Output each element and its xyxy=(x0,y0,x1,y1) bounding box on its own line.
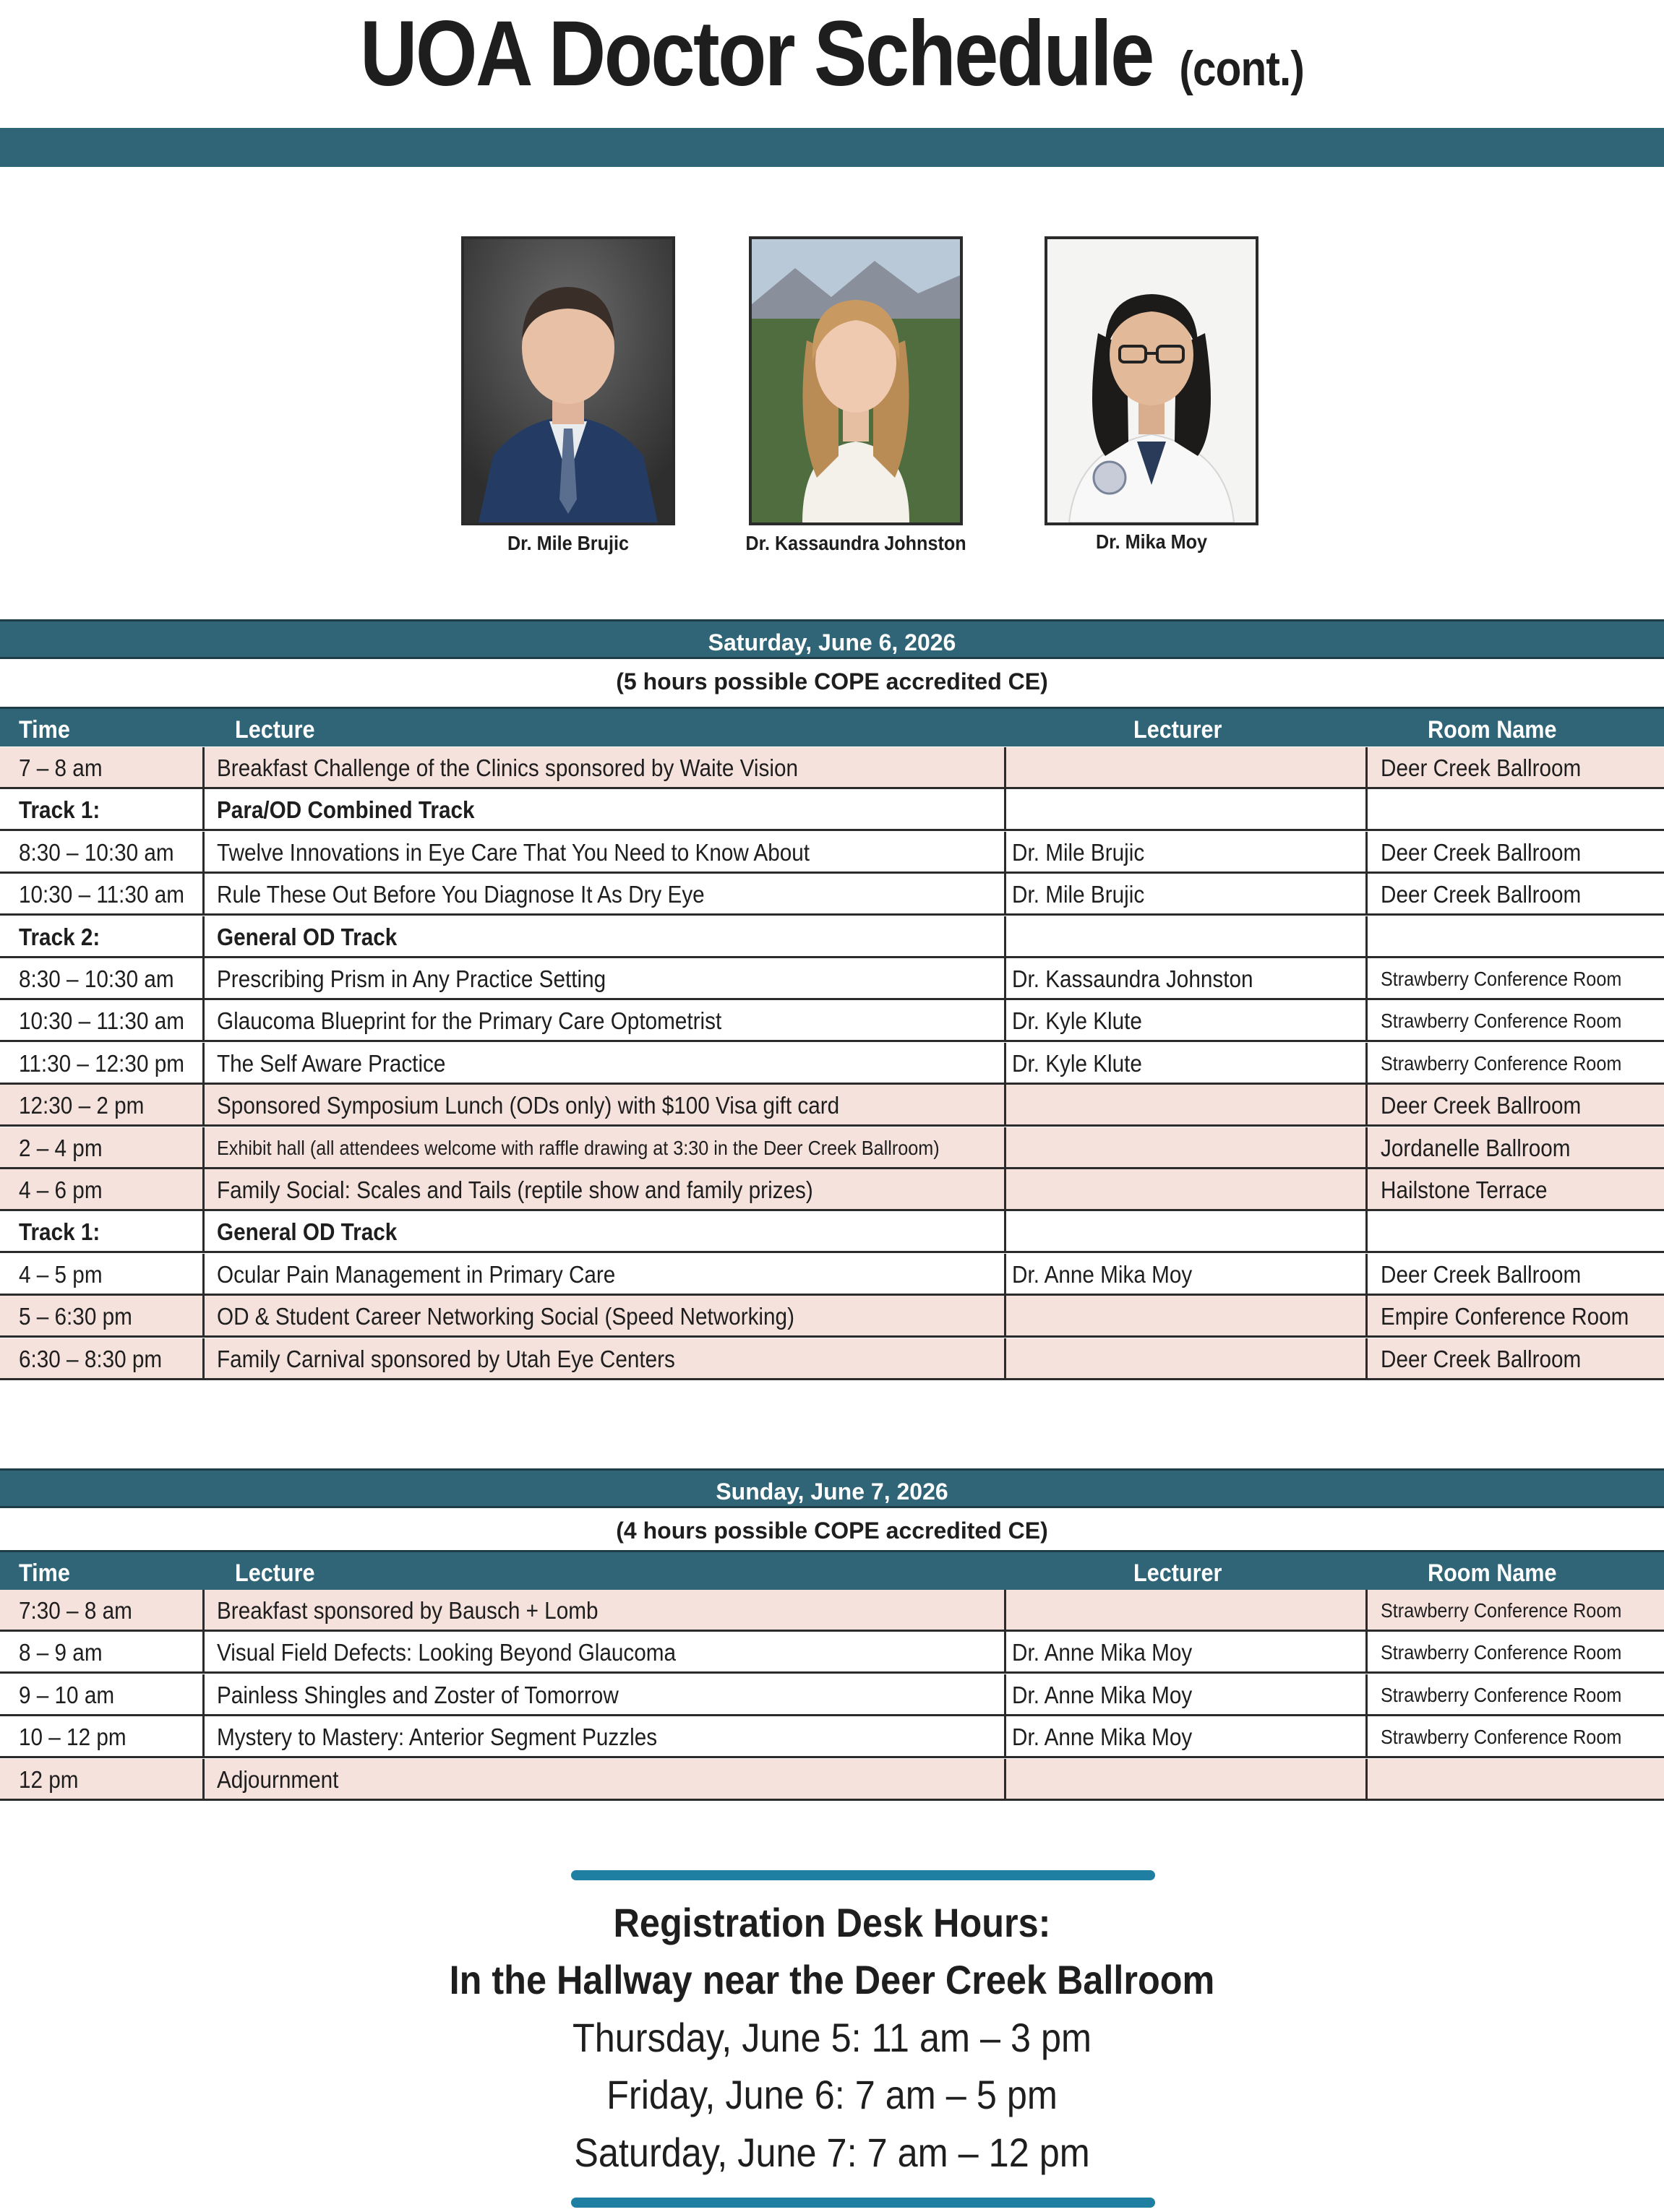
column-divider xyxy=(1004,874,1006,916)
column-divider xyxy=(1365,1043,1368,1085)
column-divider xyxy=(1004,1338,1006,1380)
cell-room: Strawberry Conference Room xyxy=(1381,968,1622,990)
cell-lecturer: Dr. Kyle Klute xyxy=(1012,1049,1142,1077)
column-divider xyxy=(1365,874,1368,916)
column-divider xyxy=(202,1169,205,1211)
table-row xyxy=(0,874,1664,916)
column-divider xyxy=(202,1043,205,1085)
col-time: Time xyxy=(19,716,70,744)
column-divider xyxy=(202,958,205,1000)
table-row xyxy=(0,958,1664,1000)
column-divider xyxy=(1004,958,1006,1000)
column-divider xyxy=(202,1296,205,1338)
column-divider xyxy=(202,1674,205,1716)
cell-time: 12:30 – 2 pm xyxy=(19,1092,145,1119)
table-row xyxy=(0,1590,1664,1632)
cell-room: Strawberry Conference Room xyxy=(1381,1010,1622,1033)
column-divider xyxy=(1004,1632,1006,1674)
table-row xyxy=(0,1759,1664,1801)
cell-room: Deer Creek Ballroom xyxy=(1381,881,1582,908)
column-divider xyxy=(202,1338,205,1380)
column-divider xyxy=(202,789,205,831)
cell-lecture: Rule These Out Before You Diagnose It As Dry Eye xyxy=(217,881,705,908)
cell-room: Strawberry Conference Room xyxy=(1381,1051,1622,1075)
cell-time: 10 – 12 pm xyxy=(19,1723,126,1751)
column-divider xyxy=(1365,958,1368,1000)
saturday-column-header xyxy=(0,707,1664,746)
cell-room: Deer Creek Ballroom xyxy=(1381,1092,1582,1119)
cell-room: Deer Creek Ballroom xyxy=(1381,1260,1582,1288)
header-band xyxy=(0,128,1664,167)
cell-room: Deer Creek Ballroom xyxy=(1381,754,1582,781)
column-divider xyxy=(202,916,205,958)
column-divider xyxy=(1365,1759,1368,1801)
cell-time: 7:30 – 8 am xyxy=(19,1597,132,1624)
cell-lecture: The Self Aware Practice xyxy=(217,1049,446,1077)
column-divider xyxy=(1365,1127,1368,1169)
col-lecture: Lecture xyxy=(235,1559,315,1587)
column-divider xyxy=(202,1211,205,1253)
registration-bottom-rule xyxy=(571,2198,1155,2208)
cell-lecture: Exhibit hall (all attendees welcome with raffle drawing at 3:30 in the Deer Creek Ballroom) xyxy=(217,1136,940,1159)
column-divider xyxy=(1365,1590,1368,1632)
portrait-woman-outdoor-icon xyxy=(749,236,963,525)
table-row xyxy=(0,1127,1664,1169)
cell-lecture: Prescribing Prism in Any Practice Setting xyxy=(217,965,606,992)
table-row xyxy=(0,1085,1664,1127)
cell-lecture: Ocular Pain Management in Primary Care xyxy=(217,1260,616,1288)
cell-lecture: Mystery to Mastery: Anterior Segment Puzzles xyxy=(217,1723,658,1751)
col-room: Room Name xyxy=(1428,716,1557,744)
cell-lecture: Family Social: Scales and Tails (reptile show and family prizes) xyxy=(217,1176,813,1203)
table-row xyxy=(0,1254,1664,1296)
cell-time: 2 – 4 pm xyxy=(19,1134,103,1161)
registration-top-rule xyxy=(571,1870,1155,1880)
cell-lecture: Visual Field Defects: Looking Beyond Glaucoma xyxy=(217,1639,677,1666)
cell-room: Strawberry Conference Room xyxy=(1381,1683,1622,1706)
column-divider xyxy=(1365,1716,1368,1758)
doctor-caption-moy: Dr. Mika Moy xyxy=(1095,530,1208,553)
column-divider xyxy=(1004,1296,1006,1338)
page-title xyxy=(116,0,1548,123)
column-divider xyxy=(202,1590,205,1632)
cell-lecturer: Dr. Anne Mika Moy xyxy=(1012,1723,1193,1751)
cell-time: 5 – 6:30 pm xyxy=(19,1303,132,1330)
column-divider xyxy=(1004,1254,1006,1296)
cell-time: 12 pm xyxy=(19,1765,79,1793)
column-divider xyxy=(1365,1338,1368,1380)
column-divider xyxy=(1365,747,1368,789)
column-divider xyxy=(202,1254,205,1296)
cell-time: Track 1: xyxy=(19,796,100,824)
cell-room: Strawberry Conference Room xyxy=(1381,1726,1622,1749)
cell-lecture: Glaucoma Blueprint for the Primary Care Optometrist xyxy=(217,1007,722,1035)
cell-lecture: Painless Shingles and Zoster of Tomorrow xyxy=(217,1681,619,1708)
column-divider xyxy=(1365,916,1368,958)
doctor-caption-johnston: Dr. Kassaundra Johnston xyxy=(745,532,966,554)
col-room: Room Name xyxy=(1428,1559,1557,1587)
col-lecturer: Lecturer xyxy=(1133,1559,1222,1587)
cell-room: Deer Creek Ballroom xyxy=(1381,1345,1582,1372)
cell-time: 8:30 – 10:30 am xyxy=(19,965,174,992)
cell-time: 8:30 – 10:30 am xyxy=(19,838,174,866)
cell-time: 10:30 – 11:30 am xyxy=(19,1007,184,1035)
table-row xyxy=(0,747,1664,789)
cell-lecturer: Dr. Mile Brujic xyxy=(1012,881,1145,908)
table-row xyxy=(0,789,1664,831)
table-row xyxy=(0,1716,1664,1758)
cell-lecture: Family Carnival sponsored by Utah Eye Centers xyxy=(217,1345,675,1372)
column-divider xyxy=(1365,1632,1368,1674)
registration-hours-friday: Friday, June 6: 7 am – 5 pm xyxy=(606,2072,1058,2117)
cell-lecturer: Dr. Anne Mika Moy xyxy=(1012,1639,1193,1666)
registration-location: In the Hallway near the Deer Creek Ballroom xyxy=(449,1957,1215,2002)
column-divider xyxy=(1004,916,1006,958)
cell-time: 6:30 – 8:30 pm xyxy=(19,1345,163,1372)
column-divider xyxy=(1365,789,1368,831)
cell-lecture: General OD Track xyxy=(217,923,398,950)
column-divider xyxy=(1365,1296,1368,1338)
col-lecture: Lecture xyxy=(235,716,315,744)
cell-lecture: Sponsored Symposium Lunch (ODs only) with $100 Visa gift card xyxy=(217,1092,840,1119)
cell-room: Jordanelle Ballroom xyxy=(1381,1134,1571,1161)
sunday-column-header xyxy=(0,1550,1664,1590)
cell-lecturer: Dr. Kyle Klute xyxy=(1012,1007,1142,1035)
cell-time: 9 – 10 am xyxy=(19,1681,115,1708)
column-divider xyxy=(1004,832,1006,874)
cell-room: Hailstone Terrace xyxy=(1381,1176,1548,1203)
column-divider xyxy=(1365,1000,1368,1042)
cell-lecture: Adjournment xyxy=(217,1765,339,1793)
column-divider xyxy=(202,1127,205,1169)
table-row xyxy=(0,1043,1664,1085)
cell-lecturer: Dr. Anne Mika Moy xyxy=(1012,1260,1193,1288)
cell-lecturer: Dr. Mile Brujic xyxy=(1012,838,1145,866)
column-divider xyxy=(1004,1590,1006,1632)
portrait-man-suit-icon xyxy=(461,236,675,525)
portrait-woman-labcoat-icon xyxy=(1045,236,1258,525)
cell-time: 7 – 8 am xyxy=(19,754,103,781)
table-row xyxy=(0,1211,1664,1253)
cell-lecturer: Dr. Anne Mika Moy xyxy=(1012,1681,1193,1708)
column-divider xyxy=(202,1759,205,1801)
doctor-caption-brujic: Dr. Mile Brujic xyxy=(507,532,630,554)
table-row xyxy=(0,1632,1664,1674)
column-divider xyxy=(1004,1127,1006,1169)
cell-lecture: OD & Student Career Networking Social (Speed Networking) xyxy=(217,1303,794,1330)
table-row xyxy=(0,1674,1664,1716)
cell-time: 4 – 5 pm xyxy=(19,1260,103,1288)
column-divider xyxy=(202,1716,205,1758)
cell-room: Strawberry Conference Room xyxy=(1381,1641,1622,1664)
column-divider xyxy=(202,1000,205,1042)
cell-time: 10:30 – 11:30 am xyxy=(19,881,184,908)
column-divider xyxy=(1004,1759,1006,1801)
title-suffix: (cont.) xyxy=(1179,41,1304,96)
sunday-ce-note: (4 hours possible COPE accredited CE) xyxy=(616,1518,1048,1544)
saturday-ce-note: (5 hours possible COPE accredited CE) xyxy=(616,668,1048,694)
column-divider xyxy=(202,874,205,916)
column-divider xyxy=(1004,1716,1006,1758)
cell-lecture: Breakfast sponsored by Bausch + Lomb xyxy=(217,1597,599,1624)
sunday-date-band: Sunday, June 7, 2026 xyxy=(0,1468,1664,1508)
column-divider xyxy=(1004,1043,1006,1085)
table-row xyxy=(0,1169,1664,1211)
cell-lecturer: Dr. Kassaundra Johnston xyxy=(1012,965,1253,992)
table-row xyxy=(0,916,1664,958)
column-divider xyxy=(202,1632,205,1674)
cell-lecture: General OD Track xyxy=(217,1218,398,1246)
column-divider xyxy=(1365,832,1368,874)
column-divider xyxy=(1004,1211,1006,1253)
column-divider xyxy=(1365,1674,1368,1716)
column-divider xyxy=(1365,1085,1368,1127)
registration-hours-saturday: Saturday, June 7: 7 am – 12 pm xyxy=(574,2130,1090,2175)
registration-heading: Registration Desk Hours: xyxy=(613,1900,1051,1945)
column-divider xyxy=(1365,1169,1368,1211)
table-row xyxy=(0,1338,1664,1380)
registration-hours-thursday: Thursday, June 5: 11 am – 3 pm xyxy=(572,2015,1092,2060)
cell-lecture: Para/OD Combined Track xyxy=(217,796,475,824)
cell-time: 11:30 – 12:30 pm xyxy=(19,1049,184,1077)
table-row xyxy=(0,1000,1664,1042)
cell-room: Deer Creek Ballroom xyxy=(1381,838,1582,866)
table-row xyxy=(0,1296,1664,1338)
cell-time: Track 2: xyxy=(19,923,100,950)
col-time: Time xyxy=(19,1559,70,1587)
column-divider xyxy=(1004,1169,1006,1211)
cell-room: Empire Conference Room xyxy=(1381,1303,1629,1330)
cell-time: Track 1: xyxy=(19,1218,100,1246)
column-divider xyxy=(1004,1085,1006,1127)
column-divider xyxy=(1004,747,1006,789)
column-divider xyxy=(202,832,205,874)
column-divider xyxy=(1004,789,1006,831)
table-row xyxy=(0,832,1664,874)
cell-lecture: Twelve Innovations in Eye Care That You Need to Know About xyxy=(217,838,810,866)
col-lecturer: Lecturer xyxy=(1133,716,1222,744)
cell-time: 8 – 9 am xyxy=(19,1639,103,1666)
column-divider xyxy=(1365,1211,1368,1253)
saturday-date-band: Saturday, June 6, 2026 xyxy=(0,619,1664,659)
column-divider xyxy=(1365,1254,1368,1296)
cell-lecture: Breakfast Challenge of the Clinics sponsored by Waite Vision xyxy=(217,754,798,781)
column-divider xyxy=(202,1085,205,1127)
cell-time: 4 – 6 pm xyxy=(19,1176,103,1203)
column-divider xyxy=(1004,1000,1006,1042)
column-divider xyxy=(1004,1674,1006,1716)
cell-room: Strawberry Conference Room xyxy=(1381,1599,1622,1622)
column-divider xyxy=(202,747,205,789)
title-main: UOA Doctor Schedule xyxy=(360,2,1153,106)
